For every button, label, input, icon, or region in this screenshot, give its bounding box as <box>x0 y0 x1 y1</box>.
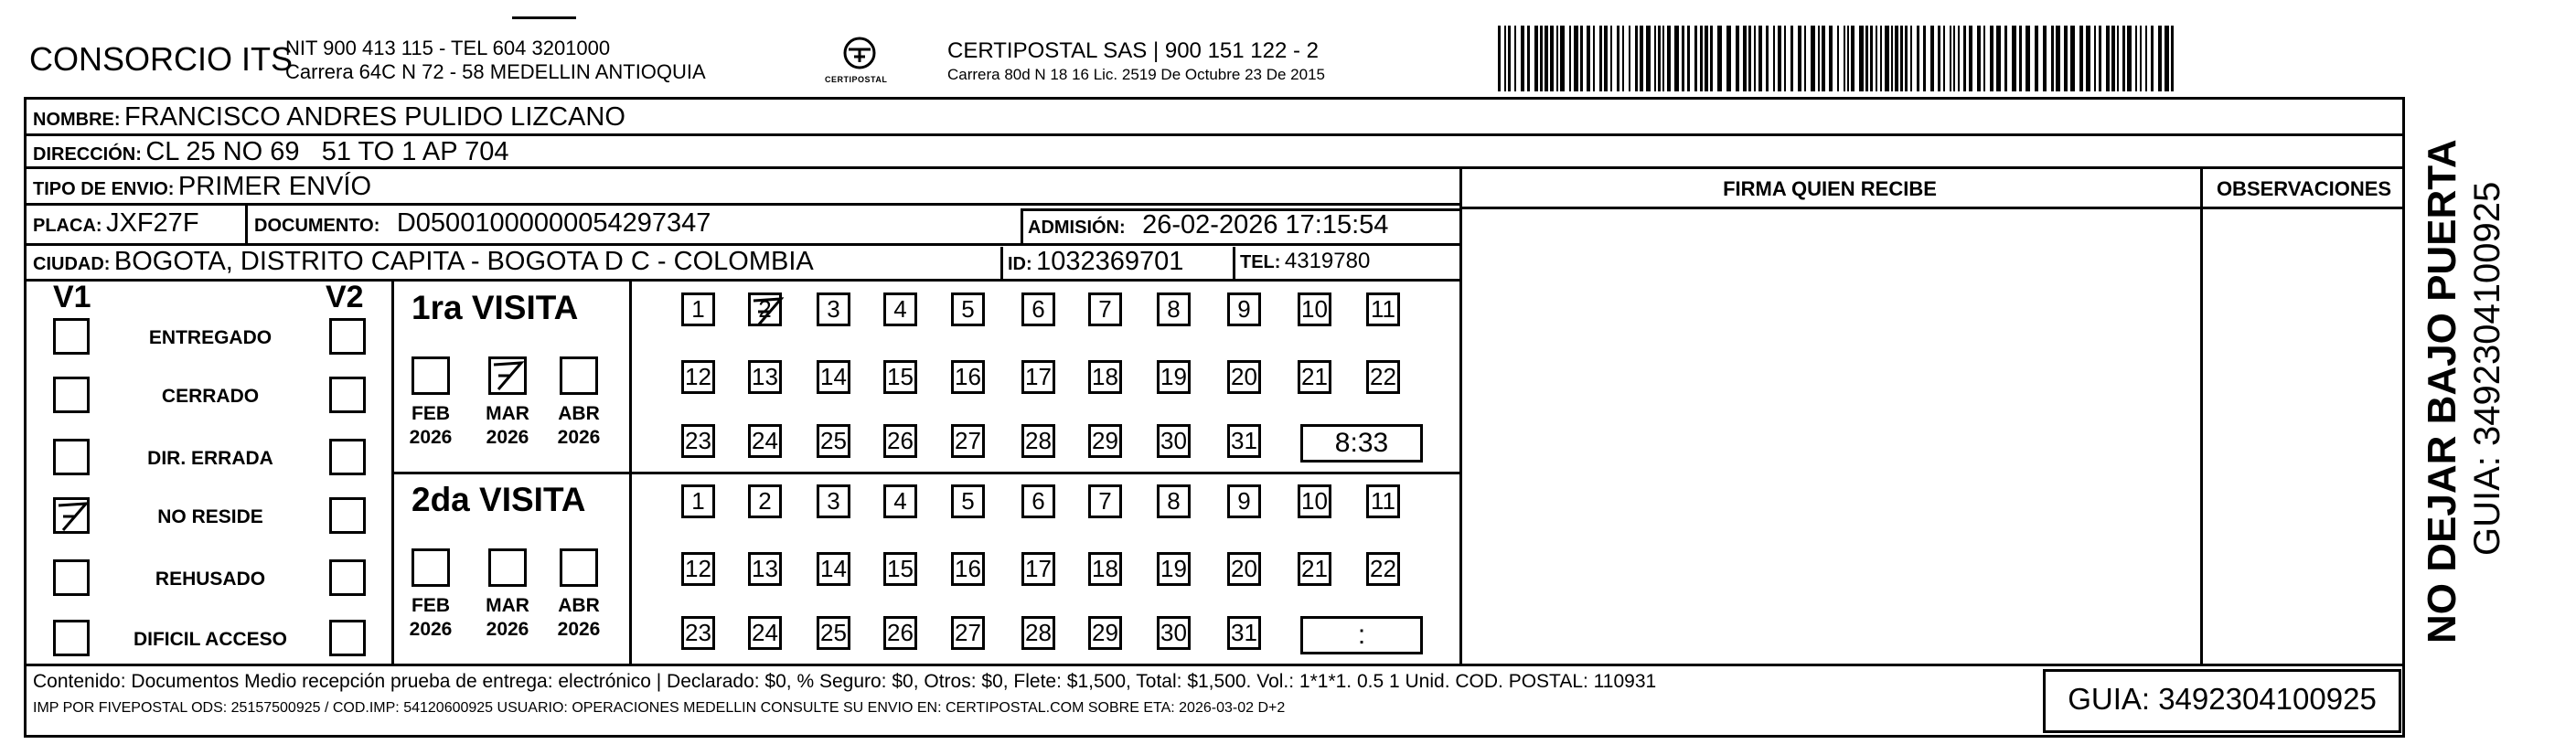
day-number: 19 <box>1160 555 1187 582</box>
barcode <box>1498 26 2178 91</box>
footer-guia: GUIA: 3492304100925 <box>2068 682 2377 716</box>
day-box[interactable] <box>1366 552 1400 586</box>
month-checkbox[interactable] <box>488 548 527 587</box>
v1-checkbox[interactable] <box>53 559 90 596</box>
v1-checkbox[interactable] <box>53 439 90 475</box>
day-number: 11 <box>1371 295 1395 323</box>
day-box[interactable] <box>1021 616 1055 650</box>
month-checkbox[interactable] <box>560 356 598 395</box>
day-number: 28 <box>1025 427 1052 454</box>
tipo-label: TIPO DE ENVIO: <box>33 179 175 199</box>
day-box[interactable] <box>1021 552 1055 586</box>
v2-checkbox[interactable] <box>329 620 366 656</box>
day-number: 24 <box>752 427 778 454</box>
ciudad-value: BOGOTA, DISTRITO CAPITA - BOGOTA D C - COLOMBIA <box>113 247 814 276</box>
day-box[interactable] <box>1298 292 1331 326</box>
day-box[interactable] <box>748 424 782 458</box>
admision-value: 26-02-2026 17:15:54 <box>1142 210 1389 239</box>
day-box[interactable] <box>1157 484 1191 518</box>
v2-label: V2 <box>326 280 364 314</box>
direccion-label: DIRECCIÓN: <box>33 144 142 165</box>
line-under-ciudad <box>24 279 1459 282</box>
day-box[interactable] <box>951 616 985 650</box>
day-number: 11 <box>1371 487 1395 515</box>
vline-obs-left <box>2200 166 2203 664</box>
month-checkbox[interactable] <box>412 356 450 395</box>
month-label: ABR 2026 <box>557 403 601 448</box>
day-box[interactable] <box>681 424 715 458</box>
documento-value: D05001000000054297347 <box>396 208 711 238</box>
day-box[interactable] <box>951 484 985 518</box>
v1-checkbox[interactable] <box>53 318 90 355</box>
day-box[interactable] <box>1227 552 1261 586</box>
day-number: 29 <box>1092 619 1118 646</box>
day-box[interactable] <box>883 424 917 458</box>
day-box[interactable] <box>951 424 985 458</box>
day-box[interactable] <box>1021 292 1055 326</box>
day-number: 8 <box>1167 295 1181 323</box>
day-box[interactable] <box>1227 616 1261 650</box>
day-box[interactable] <box>817 292 850 326</box>
day-box[interactable] <box>883 292 917 326</box>
day-number: 4 <box>893 487 907 515</box>
day-box[interactable] <box>1227 292 1261 326</box>
day-number: 28 <box>1025 619 1052 646</box>
v1-label: V1 <box>53 280 91 314</box>
nombre-value: FRANCISCO ANDRES PULIDO LIZCANO <box>124 102 625 132</box>
direccion-value: CL 25 NO 69 51 TO 1 AP 704 <box>145 137 509 166</box>
day-box[interactable] <box>951 292 985 326</box>
visit-title: 1ra VISITA <box>412 289 579 326</box>
day-number: 1 <box>691 487 705 515</box>
check-mark-icon <box>751 295 784 328</box>
day-number: 14 <box>820 555 847 582</box>
day-number: 30 <box>1160 427 1187 454</box>
line-under-tipo <box>24 203 1459 206</box>
day-box[interactable] <box>681 292 715 326</box>
day-number: 21 <box>1301 363 1328 390</box>
day-number: 9 <box>1237 295 1251 323</box>
month-label: FEB 2026 <box>409 403 453 448</box>
day-number: 27 <box>955 619 981 646</box>
day-box[interactable] <box>681 484 715 518</box>
certipostal-logo <box>814 35 905 91</box>
day-box[interactable] <box>1157 616 1191 650</box>
day-number: 27 <box>955 427 981 454</box>
day-box[interactable] <box>1021 360 1055 394</box>
month-label: MAR 2026 <box>486 595 529 640</box>
day-number: 22 <box>1370 555 1396 582</box>
day-box[interactable] <box>817 360 850 394</box>
day-box[interactable] <box>817 616 850 650</box>
day-box[interactable] <box>1088 292 1122 326</box>
day-number: 19 <box>1160 363 1187 390</box>
day-number: 15 <box>887 363 914 390</box>
tel-label: TEL: <box>1240 252 1281 272</box>
visit-time-value: 8:33 <box>1334 428 1389 458</box>
v2-checkbox[interactable] <box>329 439 366 475</box>
day-number: 26 <box>887 427 914 454</box>
nombre-row <box>33 102 625 133</box>
v2-checkbox[interactable] <box>329 497 366 534</box>
day-box[interactable] <box>817 484 850 518</box>
status-label: NO RESIDE <box>157 506 263 527</box>
line-under-nombre <box>24 133 2405 136</box>
company-name: CONSORCIO ITS <box>29 40 294 78</box>
placa-row <box>33 208 199 239</box>
day-number: 5 <box>961 487 975 515</box>
placa-label: PLACA: <box>33 216 102 236</box>
status-label: CERRADO <box>161 386 260 407</box>
v2-checkbox[interactable] <box>329 559 366 596</box>
day-number: 2 <box>758 295 772 323</box>
day-box[interactable] <box>883 552 917 586</box>
day-box[interactable] <box>1227 360 1261 394</box>
day-number: 13 <box>752 363 778 390</box>
day-number: 17 <box>1025 363 1052 390</box>
v2-checkbox[interactable] <box>329 377 366 413</box>
day-box[interactable] <box>1088 552 1122 586</box>
day-number: 25 <box>820 619 847 646</box>
footer-imp: IMP POR FIVEPOSTAL ODS: 25157500925 / COD.IMP: 54120600925 USUARIO: OPERACIONES MEDELLIN CONSULTE SU ENVIO EN: CERTIPOSTAL.COM SOBRE ETA: 2026-03-02 D+2 <box>33 700 1286 716</box>
day-box[interactable] <box>1298 360 1331 394</box>
check-mark-icon <box>491 359 524 392</box>
documento-label: DOCUMENTO: <box>254 216 380 236</box>
day-number: 5 <box>961 295 975 323</box>
day-number: 21 <box>1301 555 1328 582</box>
visit-time-value: : <box>1357 620 1366 650</box>
vline-firma-left <box>1459 166 1462 664</box>
visit-title: 2da VISITA <box>412 481 586 518</box>
day-number: 9 <box>1237 487 1251 515</box>
v1-checkbox[interactable] <box>53 497 90 534</box>
id-row <box>1008 247 1183 277</box>
status-label: REHUSADO <box>155 569 266 590</box>
day-box[interactable] <box>1088 484 1122 518</box>
v2-checkbox[interactable] <box>329 318 366 355</box>
day-number: 31 <box>1231 619 1257 646</box>
status-label: DIR. ERRADA <box>147 448 273 469</box>
day-number: 22 <box>1370 363 1396 390</box>
day-number: 3 <box>827 487 840 515</box>
day-box[interactable] <box>1157 360 1191 394</box>
day-box[interactable] <box>1088 360 1122 394</box>
day-number: 24 <box>752 619 778 646</box>
vline-status-visits <box>391 279 394 664</box>
day-number: 2 <box>758 487 772 515</box>
company-nit-tel: NIT 900 413 115 - TEL 604 3201000 <box>285 37 611 59</box>
visit-time-field[interactable] <box>1300 424 1423 463</box>
day-box[interactable] <box>1298 552 1331 586</box>
day-box[interactable] <box>1227 424 1261 458</box>
day-number: 30 <box>1160 619 1187 646</box>
day-box[interactable] <box>748 616 782 650</box>
day-box[interactable] <box>951 552 985 586</box>
day-box[interactable] <box>1298 484 1331 518</box>
month-checkbox[interactable] <box>412 548 450 587</box>
month-label: MAR 2026 <box>486 403 529 448</box>
day-number: 18 <box>1092 555 1118 582</box>
certipostal-line1: CERTIPOSTAL SAS | 900 151 122 - 2 <box>947 38 1319 63</box>
day-box[interactable] <box>1157 552 1191 586</box>
check-mark-icon <box>56 500 89 533</box>
day-number: 8 <box>1167 487 1181 515</box>
vline-months-days <box>629 279 632 664</box>
day-number: 23 <box>685 619 711 646</box>
day-number: 6 <box>1031 487 1045 515</box>
observaciones-header: OBSERVACIONES <box>2216 177 2392 200</box>
day-box[interactable] <box>883 484 917 518</box>
day-number: 16 <box>955 363 981 390</box>
day-box[interactable] <box>817 424 850 458</box>
nombre-label: NOMBRE: <box>33 110 121 130</box>
day-box[interactable] <box>1366 360 1400 394</box>
day-number: 23 <box>685 427 711 454</box>
visit-time-field[interactable] <box>1300 616 1423 654</box>
month-checkbox[interactable] <box>560 548 598 587</box>
day-box[interactable] <box>1366 292 1400 326</box>
day-box[interactable] <box>681 552 715 586</box>
day-number: 29 <box>1092 427 1118 454</box>
day-number: 4 <box>893 295 907 323</box>
day-box[interactable] <box>883 360 917 394</box>
day-number: 17 <box>1025 555 1052 582</box>
day-number: 25 <box>820 427 847 454</box>
day-number: 7 <box>1098 295 1112 323</box>
admision-row <box>1028 210 1388 240</box>
documento-row <box>254 208 711 239</box>
vline-placa-doc <box>245 203 248 243</box>
day-box[interactable] <box>748 552 782 586</box>
day-number: 15 <box>887 555 914 582</box>
day-box[interactable] <box>748 292 782 326</box>
day-box[interactable] <box>681 360 715 394</box>
day-number: 6 <box>1031 295 1045 323</box>
day-box[interactable] <box>1021 484 1055 518</box>
day-number: 12 <box>685 555 711 582</box>
v1-checkbox[interactable] <box>53 377 90 413</box>
direccion-row <box>33 137 508 167</box>
side-no-dejar: NO DEJAR BAJO PUERTA <box>2420 139 2464 643</box>
day-box[interactable] <box>748 484 782 518</box>
tel-value: 4319780 <box>1284 249 1371 273</box>
status-label: ENTREGADO <box>148 327 273 348</box>
line-under-placa <box>24 243 1459 246</box>
company-address: Carrera 64C N 72 - 58 MEDELLIN ANTIOQUIA <box>285 60 706 83</box>
day-box[interactable] <box>1021 424 1055 458</box>
tipo-value: PRIMER ENVÍO <box>177 172 372 201</box>
day-number: 26 <box>887 619 914 646</box>
id-label: ID: <box>1008 254 1032 274</box>
tel-row <box>1240 249 1370 274</box>
day-box[interactable] <box>1088 616 1122 650</box>
vline-doc-admision <box>1021 208 1023 243</box>
logo-text: CERTIPOSTAL <box>825 75 888 84</box>
day-box[interactable] <box>1227 484 1261 518</box>
day-number: 13 <box>752 555 778 582</box>
day-number: 3 <box>827 295 840 323</box>
certipostal-line2: Carrera 80d N 18 16 Lic. 2519 De Octubre 23 De 2015 <box>947 66 1325 83</box>
ciudad-row <box>33 247 814 277</box>
line-visit-divider <box>391 472 1459 474</box>
day-box[interactable] <box>748 360 782 394</box>
tipo-row <box>33 172 371 202</box>
side-guia: GUIA: 3492304100925 <box>2467 181 2507 556</box>
month-label: ABR 2026 <box>557 595 601 640</box>
status-label: DIFICIL ACCESO <box>133 629 287 650</box>
day-number: 16 <box>955 555 981 582</box>
day-number: 20 <box>1231 555 1257 582</box>
day-number: 10 <box>1301 295 1328 323</box>
placa-value: JXF27F <box>106 208 199 238</box>
footer-contenido: Contenido: Documentos Medio recepción prueba de entrega: electrónico | Declarado: $0, % Seguro: $0, Otros: $0, Flete: $1,500, Total: $1,500. Vol.: 1*1*1. 0.5 1 Unid. COD. POSTAL: 110931 <box>33 671 1657 692</box>
day-number: 18 <box>1092 363 1118 390</box>
day-box[interactable] <box>951 360 985 394</box>
day-box[interactable] <box>1088 424 1122 458</box>
firma-header: FIRMA QUIEN RECIBE <box>1723 177 1937 200</box>
day-number: 12 <box>685 363 711 390</box>
day-number: 1 <box>691 295 705 323</box>
day-number: 31 <box>1231 427 1257 454</box>
line-above-footer <box>24 664 2405 666</box>
vline-ciudad-id <box>1000 247 1003 279</box>
id-value: 1032369701 <box>1036 247 1184 276</box>
header-small-line <box>512 16 576 19</box>
day-box[interactable] <box>1366 484 1400 518</box>
line-under-firma-header <box>1459 207 2405 209</box>
v1-checkbox[interactable] <box>53 620 90 656</box>
ciudad-label: CIUDAD: <box>33 254 111 274</box>
vline-id-tel <box>1233 247 1235 279</box>
admision-label: ADMISIÓN: <box>1028 218 1126 238</box>
day-box[interactable] <box>1157 424 1191 458</box>
day-number: 20 <box>1231 363 1257 390</box>
day-number: 10 <box>1301 487 1328 515</box>
day-box[interactable] <box>883 616 917 650</box>
day-number: 7 <box>1098 487 1112 515</box>
month-checkbox[interactable] <box>488 356 527 395</box>
month-label: FEB 2026 <box>409 595 453 640</box>
day-box[interactable] <box>817 552 850 586</box>
day-box[interactable] <box>681 616 715 650</box>
day-box[interactable] <box>1157 292 1191 326</box>
day-number: 14 <box>820 363 847 390</box>
